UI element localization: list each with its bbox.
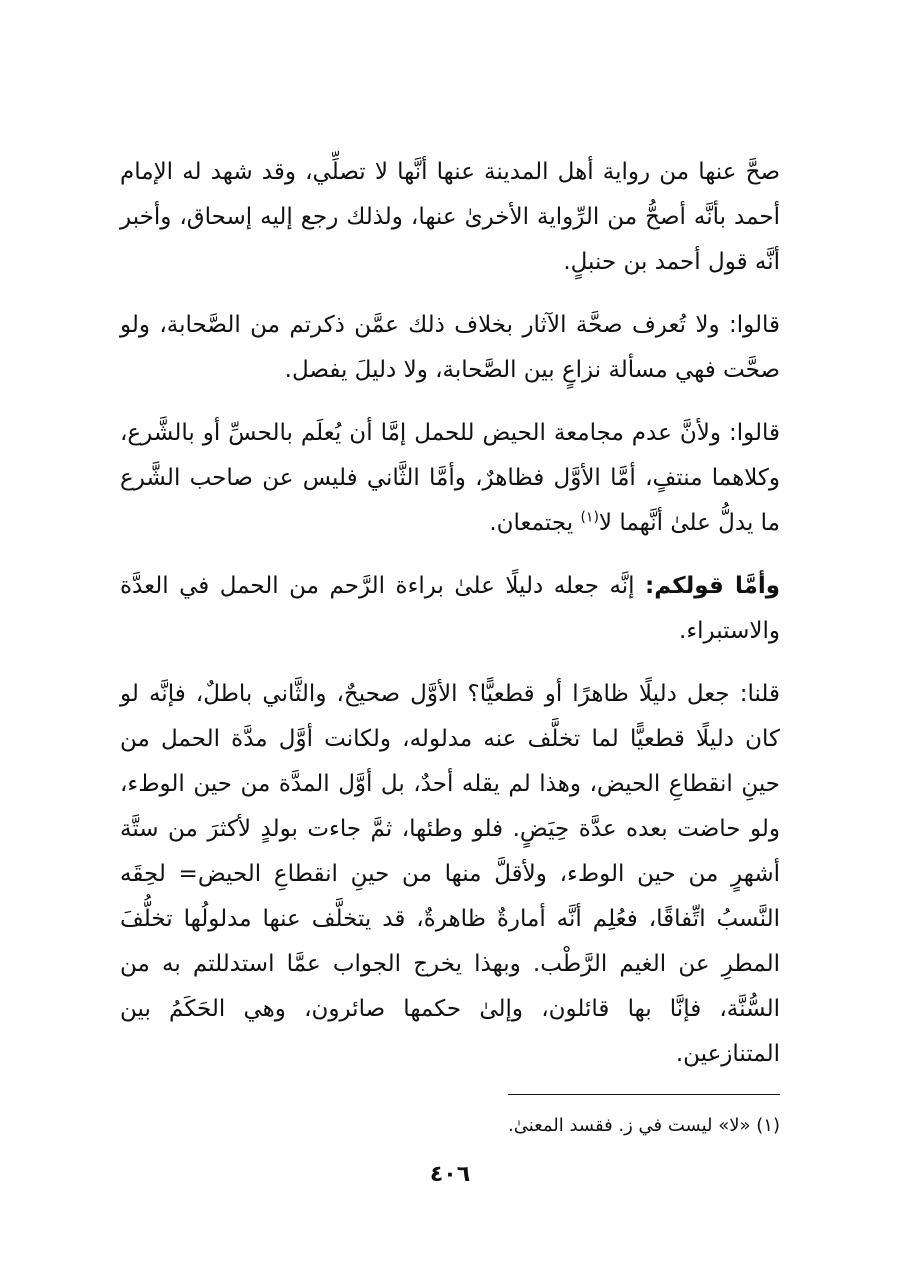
page-number: ٤٠٦ (429, 1162, 471, 1187)
footnote (120, 1110, 780, 1142)
footnote-text: «لا» ليست في ز. فقسد المعنىٰ. (508, 1115, 751, 1136)
paragraph-1 (120, 150, 780, 285)
footnote-divider (508, 1094, 780, 1095)
paragraph-5 (120, 672, 780, 1077)
paragraph-text: إنَّه جعله دليلًا علىٰ براءة الرَّحم من الحمل في العدَّة والاستبراء. (120, 573, 780, 644)
paragraph-text: صحَّ عنها من رواية أهل المدينة عنها أنَّها لا تصلِّي، وقد شهد له الإمام أحمد بأنَّه أصحُّ من الرِّواية الأخرىٰ عنها، ولذلك رجع إليه إسحاق، وأخبر أنَّه قول أحمد بن حنبلٍ. (120, 159, 780, 275)
footnote-number: (١) (756, 1115, 780, 1136)
paragraph-text: قالوا: ولأنَّ عدم مجامعة الحيض للحمل إمَّا أن يُعلَم بالحسِّ أو بالشَّرع، وكلاهما منتفٍ، أمَّا الأوَّل فظاهرٌ، وأمَّا الثَّاني فليس عن صاحب الشَّرع ما يدلُّ علىٰ أنَّهما لا (120, 420, 780, 536)
paragraph-3 (120, 411, 780, 546)
paragraph-text: قلنا: جعل دليلًا ظاهرًا أو قطعيًّا؟ الأوَّل صحيحٌ، والثَّاني باطلٌ، فإنَّه لو كان دليلًا قطعيًّا لما تخلَّف عنه مدلوله، ولكانت أوَّل مدَّة الحمل من حينِ انقطاعِ الحيض، وهذا لم يقله أحدٌ، بل أوَّل المدَّة من حين الوطء، ولو حاضت بعده عدَّة حِيَضٍ. فلو وطئها، ثمَّ جاءت بولدٍ لأكثرَ من ستَّة أشهرٍ من حين الوطء، ولأقلَّ منها من حينِ انقطاعِ الحيض= لحِقَه النَّسبُ اتِّفاقًا، فعُلِم أنَّه أمارةٌ ظاهرةٌ، قد يتخلَّف عنها مدلولُها تخلُّفَ المطرِ عن الغيم الرَّطْب. وبهذا يخرج الجواب عمَّا استدللتم به من السُّنَّة، فإنَّا بها قائلون، وإلىٰ حكمها صائرون، وهي الحَكَمُ بين المتنازعين. (120, 681, 780, 1067)
paragraph-4 (120, 564, 780, 654)
paragraph-text: قالوا: ولا تُعرف صحَّة الآثار بخلاف ذلك عمَّن ذكرتم من الصَّحابة، ولو صحَّت فهي مسألة نزاعٍ بين الصَّحابة، ولا دليلَ يفصل. (120, 312, 780, 383)
footnote-reference[interactable]: (١) (580, 509, 599, 526)
paragraph-lead: وأمَّا قولكم: (645, 573, 780, 599)
paragraph-2 (120, 303, 780, 393)
document-page (120, 150, 780, 1271)
paragraph-text-end: يجتمعان. (489, 510, 581, 536)
